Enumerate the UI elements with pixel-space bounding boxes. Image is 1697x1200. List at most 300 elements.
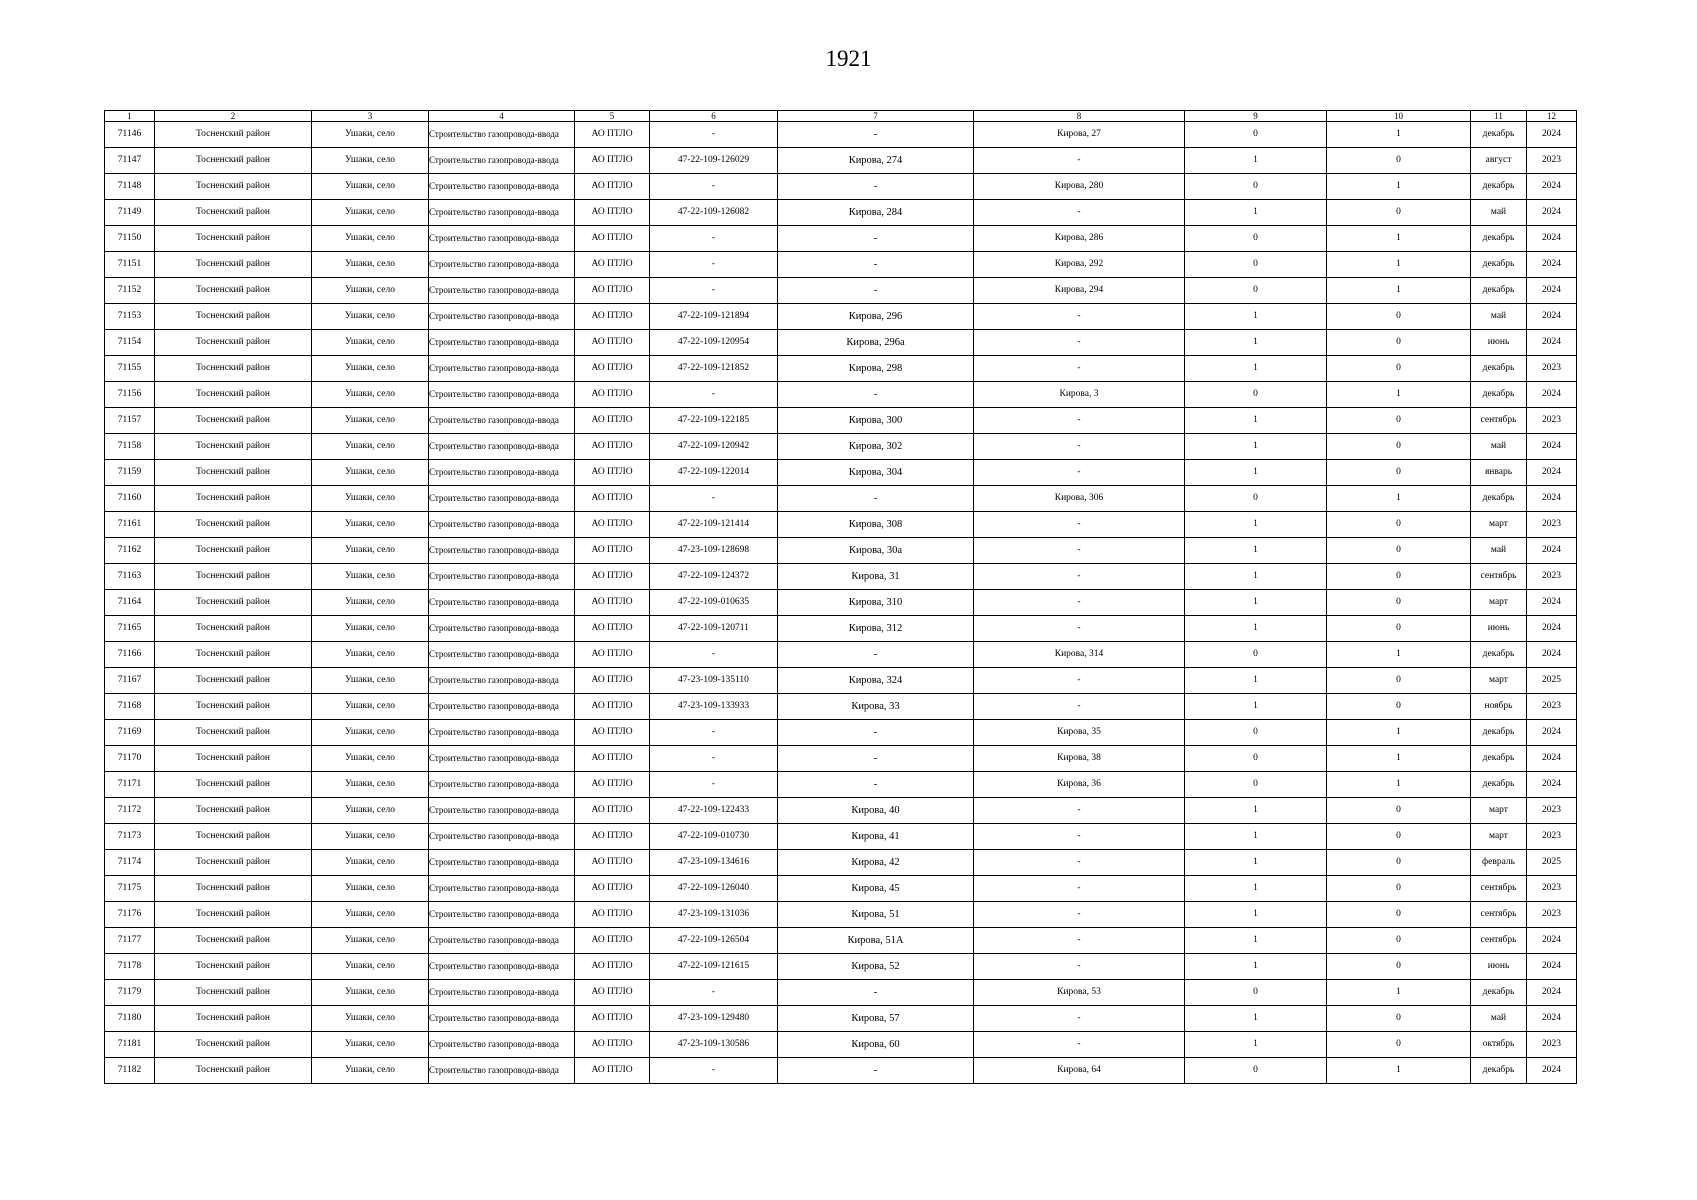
table-cell-col-1: 71156 bbox=[105, 382, 155, 408]
table-cell-col-7: Кирова, 296 bbox=[778, 304, 974, 330]
table-cell-col-2: Тосненский район bbox=[155, 772, 312, 798]
table-cell-col-8: Кирова, 35 bbox=[974, 720, 1185, 746]
table-row bbox=[105, 486, 1577, 512]
table-cell-col-7: Кирова, 298 bbox=[778, 356, 974, 382]
column-header-8: 8 bbox=[974, 111, 1185, 122]
column-header-6: 6 bbox=[650, 111, 778, 122]
table-cell-col-12: 2024 bbox=[1527, 122, 1577, 148]
table-cell-col-4: Строительство газопровода-ввода bbox=[429, 564, 575, 590]
table-cell-col-5: АО ПТЛО bbox=[575, 408, 650, 434]
table-cell-col-12: 2023 bbox=[1527, 824, 1577, 850]
table-cell-col-5: АО ПТЛО bbox=[575, 564, 650, 590]
table-cell-col-10: 0 bbox=[1327, 1032, 1471, 1058]
table-cell-col-4: Строительство газопровода-ввода bbox=[429, 1058, 575, 1084]
table-cell-col-4: Строительство газопровода-ввода bbox=[429, 668, 575, 694]
table-row bbox=[105, 538, 1577, 564]
table-cell-col-10: 0 bbox=[1327, 538, 1471, 564]
table-row bbox=[105, 668, 1577, 694]
table-cell-col-5: АО ПТЛО bbox=[575, 226, 650, 252]
table-cell-col-11: март bbox=[1471, 590, 1527, 616]
table-cell-col-10: 1 bbox=[1327, 174, 1471, 200]
table-row bbox=[105, 148, 1577, 174]
table-row bbox=[105, 928, 1577, 954]
table-cell-col-12: 2023 bbox=[1527, 356, 1577, 382]
table-cell-col-1: 71146 bbox=[105, 122, 155, 148]
table-cell-col-7: - bbox=[778, 382, 974, 408]
table-cell-col-9: 1 bbox=[1185, 1032, 1327, 1058]
table-cell-col-7: - bbox=[778, 278, 974, 304]
table-cell-col-6: 47-22-109-121414 bbox=[650, 512, 778, 538]
table-cell-col-5: АО ПТЛО bbox=[575, 486, 650, 512]
table-cell-col-8: Кирова, 36 bbox=[974, 772, 1185, 798]
table-cell-col-5: АО ПТЛО bbox=[575, 772, 650, 798]
table-cell-col-11: февраль bbox=[1471, 850, 1527, 876]
table-cell-col-3: Ушаки, село bbox=[312, 798, 429, 824]
table-cell-col-7: Кирова, 42 bbox=[778, 850, 974, 876]
column-header-4: 4 bbox=[429, 111, 575, 122]
table-cell-col-11: март bbox=[1471, 798, 1527, 824]
table-cell-col-4: Строительство газопровода-ввода bbox=[429, 200, 575, 226]
table-cell-col-11: март bbox=[1471, 668, 1527, 694]
table-cell-col-7: Кирова, 41 bbox=[778, 824, 974, 850]
table-cell-col-3: Ушаки, село bbox=[312, 252, 429, 278]
table-cell-col-8: - bbox=[974, 330, 1185, 356]
table-cell-col-8: Кирова, 53 bbox=[974, 980, 1185, 1006]
table-cell-col-1: 71169 bbox=[105, 720, 155, 746]
table-cell-col-8: Кирова, 280 bbox=[974, 174, 1185, 200]
table-cell-col-8: - bbox=[974, 200, 1185, 226]
table-cell-col-5: АО ПТЛО bbox=[575, 330, 650, 356]
table-cell-col-3: Ушаки, село bbox=[312, 434, 429, 460]
table-cell-col-4: Строительство газопровода-ввода bbox=[429, 876, 575, 902]
table-cell-col-11: июнь bbox=[1471, 330, 1527, 356]
table-cell-col-10: 0 bbox=[1327, 902, 1471, 928]
table-cell-col-8: - bbox=[974, 356, 1185, 382]
table-row bbox=[105, 694, 1577, 720]
table-cell-col-6: - bbox=[650, 980, 778, 1006]
table-cell-col-12: 2024 bbox=[1527, 1006, 1577, 1032]
table-cell-col-1: 71174 bbox=[105, 850, 155, 876]
table-cell-col-7: Кирова, 308 bbox=[778, 512, 974, 538]
table-cell-col-4: Строительство газопровода-ввода bbox=[429, 434, 575, 460]
table-cell-col-3: Ушаки, село bbox=[312, 304, 429, 330]
table-cell-col-6: 47-22-109-010635 bbox=[650, 590, 778, 616]
table-cell-col-1: 71166 bbox=[105, 642, 155, 668]
table-cell-col-11: декабрь bbox=[1471, 720, 1527, 746]
table-cell-col-6: 47-22-109-126029 bbox=[650, 148, 778, 174]
table-cell-col-9: 1 bbox=[1185, 408, 1327, 434]
table-cell-col-10: 0 bbox=[1327, 200, 1471, 226]
table-cell-col-9: 0 bbox=[1185, 174, 1327, 200]
table-cell-col-7: Кирова, 284 bbox=[778, 200, 974, 226]
table-cell-col-2: Тосненский район bbox=[155, 746, 312, 772]
table-cell-col-11: декабрь bbox=[1471, 642, 1527, 668]
table-cell-col-3: Ушаки, село bbox=[312, 590, 429, 616]
table-cell-col-2: Тосненский район bbox=[155, 1006, 312, 1032]
table-cell-col-8: - bbox=[974, 148, 1185, 174]
table-cell-col-11: декабрь bbox=[1471, 174, 1527, 200]
table-cell-col-2: Тосненский район bbox=[155, 798, 312, 824]
table-row bbox=[105, 590, 1577, 616]
table-cell-col-9: 1 bbox=[1185, 538, 1327, 564]
table-cell-col-10: 1 bbox=[1327, 382, 1471, 408]
table-cell-col-1: 71177 bbox=[105, 928, 155, 954]
table-cell-col-6: 47-22-109-126040 bbox=[650, 876, 778, 902]
table-cell-col-12: 2024 bbox=[1527, 1058, 1577, 1084]
table-cell-col-1: 71181 bbox=[105, 1032, 155, 1058]
table-cell-col-12: 2024 bbox=[1527, 252, 1577, 278]
table-cell-col-3: Ушаки, село bbox=[312, 174, 429, 200]
column-header-3: 3 bbox=[312, 111, 429, 122]
table-row bbox=[105, 954, 1577, 980]
table-cell-col-3: Ушаки, село bbox=[312, 200, 429, 226]
table-cell-col-4: Строительство газопровода-ввода bbox=[429, 694, 575, 720]
table-cell-col-5: АО ПТЛО bbox=[575, 746, 650, 772]
table-row bbox=[105, 876, 1577, 902]
table-cell-col-12: 2023 bbox=[1527, 512, 1577, 538]
table-cell-col-11: декабрь bbox=[1471, 980, 1527, 1006]
table-cell-col-5: АО ПТЛО bbox=[575, 720, 650, 746]
table-cell-col-2: Тосненский район bbox=[155, 642, 312, 668]
table-cell-col-5: АО ПТЛО bbox=[575, 278, 650, 304]
table-cell-col-5: АО ПТЛО bbox=[575, 1032, 650, 1058]
table-cell-col-7: - bbox=[778, 1058, 974, 1084]
table-cell-col-8: - bbox=[974, 460, 1185, 486]
table-cell-col-3: Ушаки, село bbox=[312, 746, 429, 772]
table-cell-col-6: 47-22-109-120942 bbox=[650, 434, 778, 460]
table-cell-col-4: Строительство газопровода-ввода bbox=[429, 720, 575, 746]
table-cell-col-10: 0 bbox=[1327, 330, 1471, 356]
table-cell-col-8: - bbox=[974, 590, 1185, 616]
table-cell-col-5: АО ПТЛО bbox=[575, 148, 650, 174]
table-row bbox=[105, 408, 1577, 434]
table-cell-col-7: Кирова, 324 bbox=[778, 668, 974, 694]
table-cell-col-1: 71171 bbox=[105, 772, 155, 798]
table-cell-col-3: Ушаки, село bbox=[312, 382, 429, 408]
table-row bbox=[105, 434, 1577, 460]
table-cell-col-10: 1 bbox=[1327, 720, 1471, 746]
table-cell-col-3: Ушаки, село bbox=[312, 824, 429, 850]
table-row bbox=[105, 824, 1577, 850]
table-cell-col-1: 71165 bbox=[105, 616, 155, 642]
table-cell-col-11: декабрь bbox=[1471, 772, 1527, 798]
table-cell-col-1: 71147 bbox=[105, 148, 155, 174]
table-body bbox=[105, 122, 1577, 1084]
table-cell-col-3: Ушаки, село bbox=[312, 564, 429, 590]
table-cell-col-8: - bbox=[974, 408, 1185, 434]
table-cell-col-11: август bbox=[1471, 148, 1527, 174]
table-row bbox=[105, 122, 1577, 148]
table-cell-col-11: декабрь bbox=[1471, 252, 1527, 278]
table-cell-col-2: Тосненский район bbox=[155, 252, 312, 278]
table-cell-col-10: 0 bbox=[1327, 850, 1471, 876]
table-cell-col-11: сентябрь bbox=[1471, 408, 1527, 434]
table-row bbox=[105, 200, 1577, 226]
table-row bbox=[105, 460, 1577, 486]
table-cell-col-7: Кирова, 45 bbox=[778, 876, 974, 902]
table-cell-col-6: 47-22-109-122014 bbox=[650, 460, 778, 486]
table-cell-col-9: 1 bbox=[1185, 564, 1327, 590]
table-cell-col-9: 1 bbox=[1185, 928, 1327, 954]
table-cell-col-2: Тосненский район bbox=[155, 980, 312, 1006]
table-cell-col-6: 47-23-109-131036 bbox=[650, 902, 778, 928]
table-cell-col-9: 1 bbox=[1185, 694, 1327, 720]
table-cell-col-7: Кирова, 31 bbox=[778, 564, 974, 590]
table-cell-col-7: - bbox=[778, 252, 974, 278]
table-cell-col-5: АО ПТЛО bbox=[575, 434, 650, 460]
table-cell-col-6: - bbox=[650, 252, 778, 278]
table-cell-col-3: Ушаки, село bbox=[312, 122, 429, 148]
table-cell-col-8: - bbox=[974, 434, 1185, 460]
table-cell-col-2: Тосненский район bbox=[155, 928, 312, 954]
table-cell-col-1: 71152 bbox=[105, 278, 155, 304]
table-cell-col-6: - bbox=[650, 772, 778, 798]
table-cell-col-3: Ушаки, село bbox=[312, 486, 429, 512]
table-cell-col-6: 47-23-109-129480 bbox=[650, 1006, 778, 1032]
table-cell-col-10: 0 bbox=[1327, 616, 1471, 642]
table-cell-col-5: АО ПТЛО bbox=[575, 382, 650, 408]
table-cell-col-4: Строительство газопровода-ввода bbox=[429, 122, 575, 148]
table-cell-col-11: декабрь bbox=[1471, 278, 1527, 304]
table-cell-col-4: Строительство газопровода-ввода bbox=[429, 226, 575, 252]
table-cell-col-1: 71164 bbox=[105, 590, 155, 616]
table-cell-col-7: - bbox=[778, 486, 974, 512]
table-cell-col-8: - bbox=[974, 538, 1185, 564]
table-cell-col-3: Ушаки, село bbox=[312, 330, 429, 356]
table-cell-col-9: 1 bbox=[1185, 616, 1327, 642]
table-cell-col-11: май bbox=[1471, 538, 1527, 564]
table-cell-col-7: Кирова, 274 bbox=[778, 148, 974, 174]
table-cell-col-1: 71170 bbox=[105, 746, 155, 772]
table-cell-col-8: - bbox=[974, 564, 1185, 590]
table-cell-col-3: Ушаки, село bbox=[312, 902, 429, 928]
table-cell-col-6: 47-22-109-120954 bbox=[650, 330, 778, 356]
table-cell-col-10: 1 bbox=[1327, 642, 1471, 668]
table-cell-col-1: 71154 bbox=[105, 330, 155, 356]
table-cell-col-8: - bbox=[974, 850, 1185, 876]
table-row bbox=[105, 330, 1577, 356]
table-cell-col-10: 1 bbox=[1327, 746, 1471, 772]
table-cell-col-1: 71179 bbox=[105, 980, 155, 1006]
table-cell-col-12: 2024 bbox=[1527, 200, 1577, 226]
table-cell-col-7: - bbox=[778, 746, 974, 772]
table-cell-col-2: Тосненский район bbox=[155, 616, 312, 642]
table-cell-col-4: Строительство газопровода-ввода bbox=[429, 1032, 575, 1058]
table-cell-col-11: январь bbox=[1471, 460, 1527, 486]
table-row bbox=[105, 772, 1577, 798]
table-cell-col-5: АО ПТЛО bbox=[575, 460, 650, 486]
table-cell-col-12: 2023 bbox=[1527, 148, 1577, 174]
table-cell-col-1: 71149 bbox=[105, 200, 155, 226]
table-cell-col-4: Строительство газопровода-ввода bbox=[429, 148, 575, 174]
table-cell-col-9: 1 bbox=[1185, 902, 1327, 928]
table-cell-col-1: 71155 bbox=[105, 356, 155, 382]
table-row bbox=[105, 746, 1577, 772]
table-cell-col-2: Тосненский район bbox=[155, 564, 312, 590]
table-cell-col-4: Строительство газопровода-ввода bbox=[429, 642, 575, 668]
table-cell-col-7: Кирова, 57 bbox=[778, 1006, 974, 1032]
table-cell-col-1: 71151 bbox=[105, 252, 155, 278]
table-cell-col-1: 71168 bbox=[105, 694, 155, 720]
table-row bbox=[105, 278, 1577, 304]
table-row bbox=[105, 850, 1577, 876]
table-cell-col-3: Ушаки, село bbox=[312, 720, 429, 746]
table-cell-col-10: 0 bbox=[1327, 460, 1471, 486]
table-cell-col-12: 2024 bbox=[1527, 928, 1577, 954]
table-cell-col-11: июнь bbox=[1471, 616, 1527, 642]
table-row bbox=[105, 252, 1577, 278]
table-cell-col-3: Ушаки, село bbox=[312, 928, 429, 954]
table-cell-col-8: - bbox=[974, 902, 1185, 928]
table-cell-col-4: Строительство газопровода-ввода bbox=[429, 486, 575, 512]
table-cell-col-2: Тосненский район bbox=[155, 1032, 312, 1058]
table-cell-col-9: 1 bbox=[1185, 954, 1327, 980]
table-cell-col-3: Ушаки, село bbox=[312, 538, 429, 564]
table-cell-col-9: 1 bbox=[1185, 798, 1327, 824]
header-row bbox=[105, 111, 1577, 122]
column-header-5: 5 bbox=[575, 111, 650, 122]
table-cell-col-5: АО ПТЛО bbox=[575, 512, 650, 538]
table-cell-col-9: 0 bbox=[1185, 642, 1327, 668]
table-row bbox=[105, 304, 1577, 330]
table-cell-col-8: Кирова, 306 bbox=[974, 486, 1185, 512]
table-cell-col-2: Тосненский район bbox=[155, 954, 312, 980]
table-cell-col-1: 71159 bbox=[105, 460, 155, 486]
table-cell-col-8: Кирова, 294 bbox=[974, 278, 1185, 304]
table-cell-col-1: 71148 bbox=[105, 174, 155, 200]
table-cell-col-10: 1 bbox=[1327, 980, 1471, 1006]
table-cell-col-10: 1 bbox=[1327, 226, 1471, 252]
table-cell-col-6: - bbox=[650, 122, 778, 148]
table-cell-col-12: 2024 bbox=[1527, 954, 1577, 980]
table-cell-col-3: Ушаки, село bbox=[312, 356, 429, 382]
table-cell-col-8: Кирова, 38 bbox=[974, 746, 1185, 772]
table-cell-col-1: 71161 bbox=[105, 512, 155, 538]
table-cell-col-9: 0 bbox=[1185, 980, 1327, 1006]
table-cell-col-3: Ушаки, село bbox=[312, 876, 429, 902]
table-cell-col-4: Строительство газопровода-ввода bbox=[429, 252, 575, 278]
column-header-2: 2 bbox=[155, 111, 312, 122]
table-cell-col-10: 0 bbox=[1327, 434, 1471, 460]
table-cell-col-9: 1 bbox=[1185, 850, 1327, 876]
table-cell-col-5: АО ПТЛО bbox=[575, 954, 650, 980]
table-cell-col-9: 1 bbox=[1185, 668, 1327, 694]
table-cell-col-2: Тосненский район bbox=[155, 694, 312, 720]
table-cell-col-3: Ушаки, село bbox=[312, 226, 429, 252]
table-cell-col-9: 1 bbox=[1185, 200, 1327, 226]
table-cell-col-9: 0 bbox=[1185, 252, 1327, 278]
table-cell-col-6: - bbox=[650, 1058, 778, 1084]
table-cell-col-10: 1 bbox=[1327, 278, 1471, 304]
table-cell-col-6: - bbox=[650, 746, 778, 772]
table-cell-col-12: 2024 bbox=[1527, 382, 1577, 408]
table-cell-col-11: декабрь bbox=[1471, 746, 1527, 772]
table-cell-col-5: АО ПТЛО bbox=[575, 304, 650, 330]
table-cell-col-1: 71158 bbox=[105, 434, 155, 460]
table-cell-col-4: Строительство газопровода-ввода bbox=[429, 330, 575, 356]
table-cell-col-6: 47-22-109-121615 bbox=[650, 954, 778, 980]
table-cell-col-8: Кирова, 286 bbox=[974, 226, 1185, 252]
table-cell-col-4: Строительство газопровода-ввода bbox=[429, 850, 575, 876]
table-cell-col-12: 2023 bbox=[1527, 902, 1577, 928]
table-cell-col-3: Ушаки, село bbox=[312, 1032, 429, 1058]
table-cell-col-6: 47-23-109-133933 bbox=[650, 694, 778, 720]
table-cell-col-12: 2024 bbox=[1527, 174, 1577, 200]
table-cell-col-2: Тосненский район bbox=[155, 512, 312, 538]
table-cell-col-5: АО ПТЛО bbox=[575, 668, 650, 694]
table-cell-col-5: АО ПТЛО bbox=[575, 902, 650, 928]
table-cell-col-6: - bbox=[650, 382, 778, 408]
table-cell-col-6: 47-23-109-130586 bbox=[650, 1032, 778, 1058]
table-cell-col-6: - bbox=[650, 278, 778, 304]
table-cell-col-10: 0 bbox=[1327, 1006, 1471, 1032]
table-cell-col-9: 1 bbox=[1185, 148, 1327, 174]
table-cell-col-12: 2024 bbox=[1527, 304, 1577, 330]
table-cell-col-2: Тосненский район bbox=[155, 824, 312, 850]
table-cell-col-12: 2024 bbox=[1527, 746, 1577, 772]
table-cell-col-9: 1 bbox=[1185, 1006, 1327, 1032]
table-cell-col-9: 0 bbox=[1185, 122, 1327, 148]
table-cell-col-4: Строительство газопровода-ввода bbox=[429, 928, 575, 954]
table-cell-col-4: Строительство газопровода-ввода bbox=[429, 902, 575, 928]
table-cell-col-6: 47-23-109-128698 bbox=[650, 538, 778, 564]
table-cell-col-5: АО ПТЛО bbox=[575, 538, 650, 564]
table-cell-col-5: АО ПТЛО bbox=[575, 694, 650, 720]
table-cell-col-12: 2024 bbox=[1527, 772, 1577, 798]
table-cell-col-8: - bbox=[974, 1006, 1185, 1032]
table-cell-col-7: Кирова, 60 bbox=[778, 1032, 974, 1058]
table-cell-col-2: Тосненский район bbox=[155, 902, 312, 928]
table-cell-col-2: Тосненский район bbox=[155, 720, 312, 746]
table-cell-col-11: май bbox=[1471, 1006, 1527, 1032]
table-cell-col-4: Строительство газопровода-ввода bbox=[429, 382, 575, 408]
table-cell-col-12: 2024 bbox=[1527, 980, 1577, 1006]
table-cell-col-6: 47-22-109-126082 bbox=[650, 200, 778, 226]
table-cell-col-4: Строительство газопровода-ввода bbox=[429, 278, 575, 304]
table-cell-col-11: сентябрь bbox=[1471, 564, 1527, 590]
table-cell-col-1: 71153 bbox=[105, 304, 155, 330]
table-cell-col-11: декабрь bbox=[1471, 382, 1527, 408]
table-cell-col-8: - bbox=[974, 694, 1185, 720]
table-cell-col-7: Кирова, 312 bbox=[778, 616, 974, 642]
table-cell-col-9: 1 bbox=[1185, 434, 1327, 460]
table-cell-col-3: Ушаки, село bbox=[312, 460, 429, 486]
table-cell-col-1: 71182 bbox=[105, 1058, 155, 1084]
table-cell-col-12: 2024 bbox=[1527, 226, 1577, 252]
table-cell-col-10: 0 bbox=[1327, 356, 1471, 382]
table-cell-col-4: Строительство газопровода-ввода bbox=[429, 460, 575, 486]
table-cell-col-9: 1 bbox=[1185, 876, 1327, 902]
table-cell-col-10: 0 bbox=[1327, 954, 1471, 980]
table-cell-col-1: 71160 bbox=[105, 486, 155, 512]
table-cell-col-12: 2024 bbox=[1527, 486, 1577, 512]
table-cell-col-4: Строительство газопровода-ввода bbox=[429, 954, 575, 980]
table-cell-col-12: 2024 bbox=[1527, 720, 1577, 746]
table-cell-col-2: Тосненский район bbox=[155, 460, 312, 486]
table-cell-col-8: - bbox=[974, 876, 1185, 902]
table-cell-col-2: Тосненский район bbox=[155, 538, 312, 564]
table-cell-col-6: 47-22-109-122185 bbox=[650, 408, 778, 434]
table-cell-col-2: Тосненский район bbox=[155, 226, 312, 252]
table-cell-col-2: Тосненский район bbox=[155, 148, 312, 174]
table-cell-col-7: - bbox=[778, 720, 974, 746]
table-cell-col-2: Тосненский район bbox=[155, 122, 312, 148]
table-cell-col-7: - bbox=[778, 642, 974, 668]
table-cell-col-1: 71178 bbox=[105, 954, 155, 980]
table-cell-col-11: март bbox=[1471, 512, 1527, 538]
page-number: 1921 bbox=[825, 46, 872, 71]
table-cell-col-6: - bbox=[650, 174, 778, 200]
